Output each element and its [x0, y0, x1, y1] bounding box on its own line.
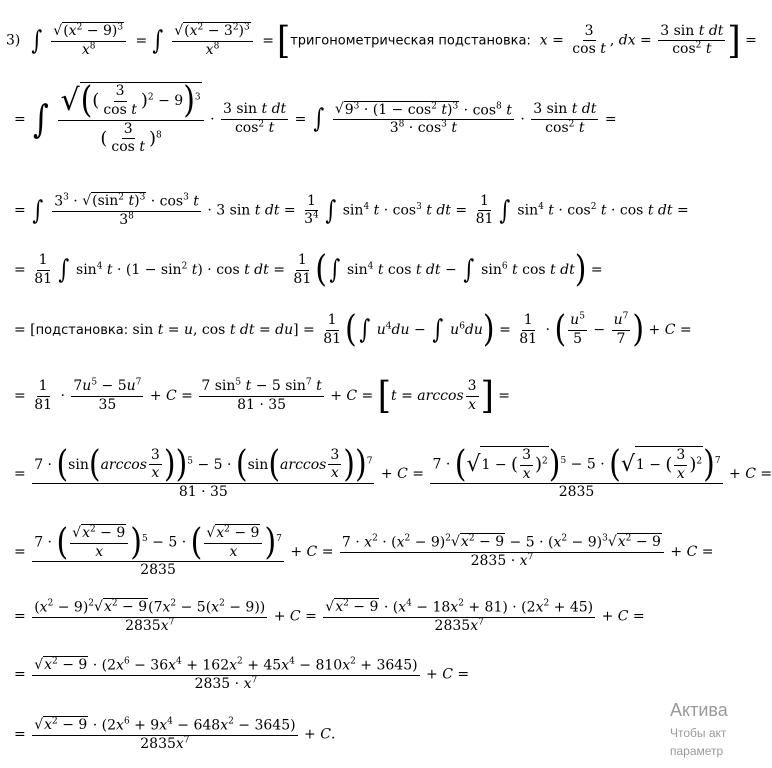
equation-line-10: = $\frac{√x^2 - 9 \cdot (2x^6 - 36x^4 + 162x^2 + 45x^4 - 810x^2 + 3645)}{2835 \cdot x^7}$ + C = [14, 656, 470, 692]
equation-line-11: = $\frac{√x^2 - 9 \cdot (2x^6 + 9x^4 - 648x^2 - 3645)}{2835x^7}$ + C. [14, 716, 336, 752]
equation-line-8: = 7 · ( $\frac{√x^2 - 9}{x}$ )$^5$ − 5 · ( $\frac{√x^2 - 9}{x}$ )$^7$ 2835 + C = $\frac{7 \cdot x^2 \cdot (x^2 - 9)^2√x^2 - 9 - 5 \cdot (x^2 - 9)^3√x^2 - 9}{2835 \cdot x^7}$ + C = [14, 521, 714, 579]
equation-line-7: = 7 · (sin(arccos $\frac{3}{x}$ ))$^5$ − 5 · (sin(arccos $\frac{3}{x}$ ))$^7$ 81 · 35 + C = 7 · (√1 − ( $\frac{3}{x}$ )$^2$)$^5$ − 5 · (√1 − ( $\frac{3}{x}$ )$^2$)$^7$ 2835 + C = [14, 442, 772, 500]
equation-line-1: 3) ∫ $\frac{√(x^2 - 9)^3}{x^8}$ = ∫ $\frac{√(x^2 - 3^2)^3}{x^8}$ =[тригонометрическая подстановка: x = $\frac{3}{\text{cos t}}$ , dx = $\frac{\text{3 sin t dt}}{\cos^2 t}$ ] = [6, 18, 757, 63]
equation-line-2: = ∫ √(( $\frac{3}{\text{cos t}}$ )$^2$ − 9)$^3$ ( $\frac{3}{\text{cos t}}$ )$^8$ · $\frac{\text{3 sin t dt}}{\cos^2 t}$ = ∫ $\frac{√9^3 \cdot (1 - \cos^2 t)^3 \cdot \cos^8 t}{3^8 \cdot \cos^3 t}$ · $\frac{\text{3 sin t dt}}{\cos^2 t}$ = [14, 79, 617, 155]
substitution-label: тригонометрическая подстановка: [290, 33, 531, 49]
equation-line-6: = $\frac{1}{81}$ · $\frac{7u^5 - 5u^7}{35}$ + C = $\frac{7 \sin^5 t - 5 \sin^7 t}{81 \cdot 35}$ + C = [t = arccos $\frac{3}{x}$ ] = [14, 374, 511, 418]
activation-watermark-line3: параметр [670, 744, 724, 758]
substitution2-label: подстановка: [35, 323, 129, 338]
fraction: $\frac{√(x^2 - 9)^3}{x^8}$ [51, 22, 126, 59]
activation-watermark-line2: Чтобы акт [670, 726, 727, 740]
fraction: $\frac{√(x^2 - 3^2)^3}{x^8}$ [172, 22, 253, 59]
problem-number: 3) [6, 32, 21, 49]
equation-line-5: = [подстановка: sin t = u, cos t dt = du] = $\frac{1}{81}$ (∫ $u^4du$ − ∫ $u^6du$) = $\frac{1}{81}$ · ( $\frac{u^5}{5}$ − $\frac{u^7}{7}$ ) + C = [14, 308, 692, 351]
equation-line-4: = $\frac{1}{81}$ ∫ $\sin^4 t \cdot (1 - \sin^2 t) \cdot \cos t$ dt = $\frac{1}{81}$ (∫ $\sin^4 t$ cos t dt − ∫ $\sin^6 t$ cos t dt) = [14, 248, 603, 291]
equation-line-3: = ∫ $\frac{3^3 \cdot √(\sin^2 t)^3 \cdot \cos^3 t}{3^8}$ · 3 sin t dt = $\frac{1}{3^4}$ ∫ $\sin^4 t \cdot \cos^3 t$ dt = $\frac{1}{81}$ ∫ $\sin^4 t \cdot \cos^2 t \cdot \cos t$ dt = [14, 192, 689, 228]
equation-line-9: = $\frac{(x^2 - 9)^2√x^2 - 9(7x^2 - 5(x^2 - 9))}{2835x^7}$ + C = $\frac{√x^2 - 9 \cdot (x^4 - 18x^2 + 81) \cdot (2x^2 + 45)}{2835x^7}$ + C = [14, 598, 645, 634]
activation-watermark-title: Актива [670, 700, 728, 720]
